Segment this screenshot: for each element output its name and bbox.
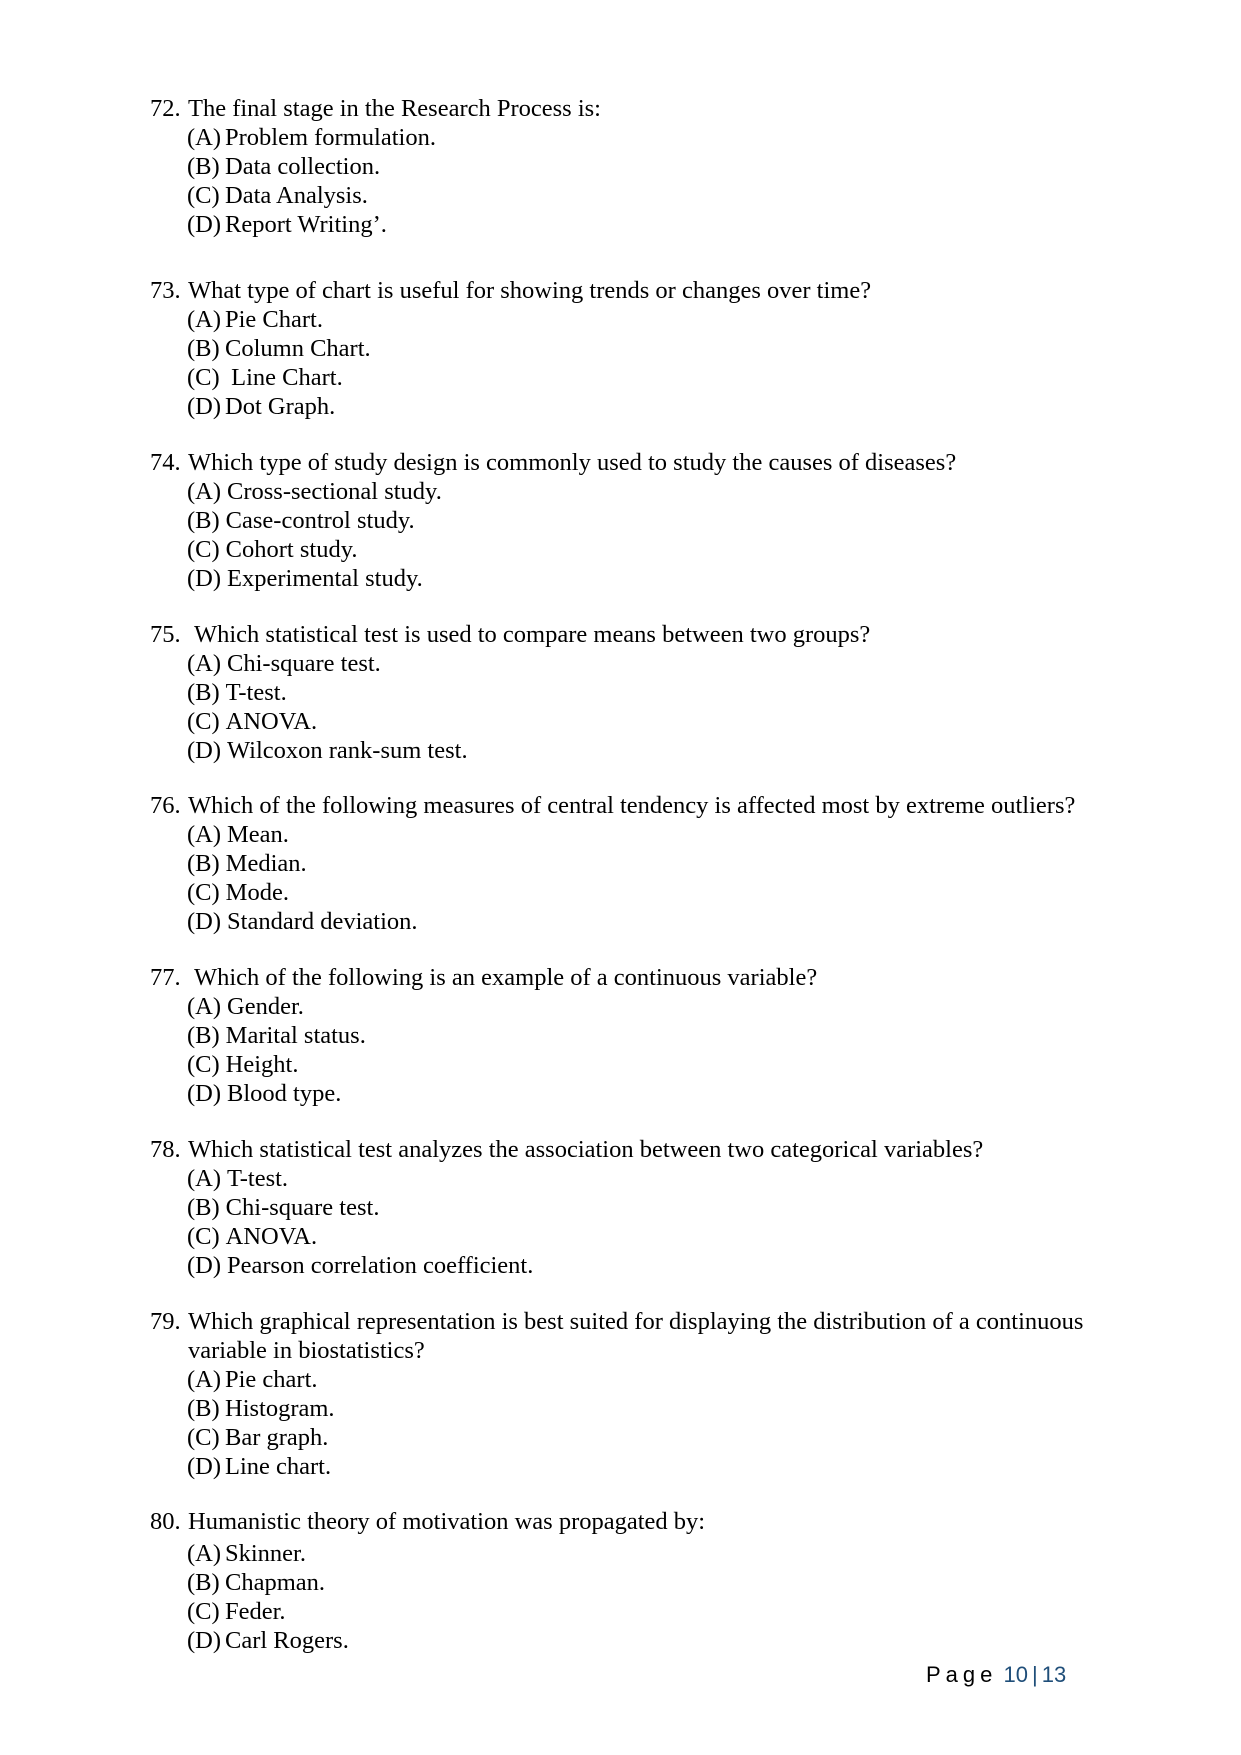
option-text: Problem formulation. [225, 124, 436, 151]
option-text: Pie Chart. [225, 306, 323, 333]
option-letter: (B) [187, 1022, 220, 1049]
question-text: What type of chart is useful for showing trends or changes over time? [188, 277, 872, 304]
option-text: Histogram. [225, 1395, 335, 1422]
option-c [187, 878, 1110, 907]
question-72 [150, 94, 1110, 239]
option-text: Line chart. [225, 1453, 332, 1480]
option-a [187, 305, 1110, 334]
question-73 [150, 276, 1110, 421]
option-text: Standard deviation. [227, 908, 418, 935]
option-text: Median. [225, 850, 307, 877]
question-78 [150, 1135, 1110, 1280]
page-separator: | [1032, 1662, 1038, 1687]
question-74 [150, 448, 1110, 593]
option-d [187, 392, 1110, 421]
question-text: Humanistic theory of motivation was propagated by: [188, 1508, 706, 1535]
option-text: ANOVA. [225, 1223, 318, 1250]
option-a [187, 649, 1110, 678]
option-text: Skinner. [225, 1540, 306, 1567]
option-d [187, 1079, 1110, 1108]
question-number: 78. [150, 1136, 181, 1163]
option-text: Report Writing’. [225, 211, 387, 238]
question-number: 76. [150, 792, 181, 819]
option-list [150, 477, 1110, 593]
option-text: Blood type. [227, 1080, 342, 1107]
option-list [150, 1164, 1110, 1280]
option-b [187, 506, 1110, 535]
question-79 [150, 1307, 1110, 1481]
option-c [187, 363, 1110, 392]
option-letter: (C) [187, 1223, 220, 1250]
option-text: Mode. [225, 879, 289, 906]
option-c [187, 1597, 1110, 1626]
option-b [187, 1568, 1110, 1597]
option-a [187, 992, 1110, 1021]
option-letter: (D) [187, 565, 222, 592]
option-letter: (B) [187, 507, 220, 534]
option-b [187, 1021, 1110, 1050]
question-number: 75. [150, 621, 181, 648]
option-d [187, 1452, 1110, 1481]
option-d [187, 564, 1110, 593]
question-text: The final stage in the Research Process is: [188, 95, 601, 122]
option-letter: (C) [187, 708, 220, 735]
option-text: Cross-sectional study. [227, 478, 442, 505]
option-letter: (B) [187, 1194, 220, 1221]
option-text: Dot Graph. [225, 393, 336, 420]
option-a [187, 820, 1110, 849]
question-76 [150, 791, 1110, 936]
question-text: Which statistical test is used to compare means between two groups? [194, 621, 871, 648]
question-text: Which statistical test analyzes the association between two categorical variables? [188, 1136, 984, 1163]
option-text: Experimental study. [227, 565, 423, 592]
option-letter: (A) [187, 993, 222, 1020]
option-letter: (B) [187, 679, 220, 706]
option-letter: (C) [187, 879, 220, 906]
option-letter: (C) [187, 182, 220, 209]
option-letter: (A) [187, 478, 222, 505]
option-c [187, 707, 1110, 736]
option-text: Cohort study. [225, 536, 358, 563]
option-list [150, 1539, 1110, 1655]
option-text: Mean. [227, 821, 289, 848]
option-letter: (A) [187, 821, 222, 848]
option-d [187, 210, 1110, 239]
option-text: Chi-square test. [227, 650, 381, 677]
option-text: Wilcoxon rank-sum test. [227, 737, 468, 764]
question-text: Which type of study design is commonly used to study the causes of diseases? [188, 449, 957, 476]
option-text: Bar graph. [225, 1424, 329, 1451]
option-a [187, 1539, 1110, 1568]
option-a [187, 1164, 1110, 1193]
option-letter: (A) [187, 124, 222, 151]
option-text: T-test. [227, 1165, 289, 1192]
question-text: Which of the following measures of central tendency is affected most by extreme outliers? [188, 792, 1076, 819]
option-letter: (D) [187, 1627, 222, 1654]
question-number: 74. [150, 449, 181, 476]
question-75 [150, 620, 1110, 765]
option-letter: (A) [187, 1165, 222, 1192]
option-letter: (B) [187, 1569, 220, 1596]
option-c [187, 535, 1110, 564]
option-c [187, 181, 1110, 210]
option-text: Pie chart. [225, 1366, 318, 1393]
option-letter: (D) [187, 908, 222, 935]
option-text: Line Chart. [225, 364, 343, 391]
option-text: Height. [225, 1051, 299, 1078]
option-text: Column Chart. [225, 335, 371, 362]
option-text: Pearson correlation coefficient. [227, 1252, 534, 1279]
option-letter: (B) [187, 335, 220, 362]
option-letter: (C) [187, 1598, 220, 1625]
option-list [150, 649, 1110, 765]
page-label: Page [926, 1662, 998, 1687]
option-d [187, 736, 1110, 765]
option-letter: (B) [187, 153, 220, 180]
option-text: Carl Rogers. [225, 1627, 349, 1654]
option-text: Feder. [225, 1598, 286, 1625]
question-77 [150, 963, 1110, 1108]
option-d [187, 1626, 1110, 1655]
option-b [187, 152, 1110, 181]
option-text: ANOVA. [225, 708, 318, 735]
option-letter: (D) [187, 393, 222, 420]
option-letter: (C) [187, 536, 220, 563]
option-list [150, 992, 1110, 1108]
page-total: 13 [1041, 1662, 1067, 1687]
option-b [187, 1193, 1110, 1222]
option-text: Data Analysis. [225, 182, 368, 209]
page-footer [926, 1662, 1066, 1688]
option-letter: (B) [187, 1395, 220, 1422]
option-letter: (D) [187, 1080, 222, 1107]
option-letter: (A) [187, 1366, 222, 1393]
option-b [187, 1394, 1110, 1423]
option-list [150, 123, 1110, 239]
option-letter: (A) [187, 1540, 222, 1567]
question-number: 79. [150, 1308, 181, 1335]
option-c [187, 1050, 1110, 1079]
option-letter: (C) [187, 1051, 220, 1078]
option-text: Data collection. [225, 153, 381, 180]
question-text: Which of the following is an example of a continuous variable? [194, 964, 818, 991]
option-text: Chapman. [225, 1569, 326, 1596]
question-number: 72. [150, 95, 181, 122]
option-letter: (C) [187, 364, 220, 391]
option-d [187, 1251, 1110, 1280]
option-b [187, 678, 1110, 707]
question-number: 77. [150, 964, 181, 991]
option-list [150, 1365, 1110, 1481]
option-a [187, 477, 1110, 506]
option-text: T-test. [225, 679, 287, 706]
question-number: 73. [150, 277, 181, 304]
question-text: Which graphical representation is best suited for displaying the distribution of a continuous variable in biostatistics? [188, 1308, 1084, 1364]
option-text: Chi-square test. [225, 1194, 380, 1221]
page-current: 10 [1003, 1662, 1028, 1687]
option-c [187, 1423, 1110, 1452]
option-d [187, 907, 1110, 936]
option-c [187, 1222, 1110, 1251]
option-text: Marital status. [225, 1022, 366, 1049]
option-list [150, 820, 1110, 936]
option-letter: (A) [187, 650, 222, 677]
option-letter: (B) [187, 850, 220, 877]
option-b [187, 849, 1110, 878]
option-text: Gender. [227, 993, 304, 1020]
option-letter: (D) [187, 211, 222, 238]
option-a [187, 1365, 1110, 1394]
question-80 [150, 1507, 1110, 1655]
option-list [150, 305, 1110, 421]
option-letter: (D) [187, 1252, 222, 1279]
question-number: 80. [150, 1508, 181, 1535]
option-letter: (A) [187, 306, 222, 333]
option-a [187, 123, 1110, 152]
option-letter: (D) [187, 737, 222, 764]
option-letter: (C) [187, 1424, 220, 1451]
option-b [187, 334, 1110, 363]
option-text: Case-control study. [225, 507, 415, 534]
option-letter: (D) [187, 1453, 222, 1480]
